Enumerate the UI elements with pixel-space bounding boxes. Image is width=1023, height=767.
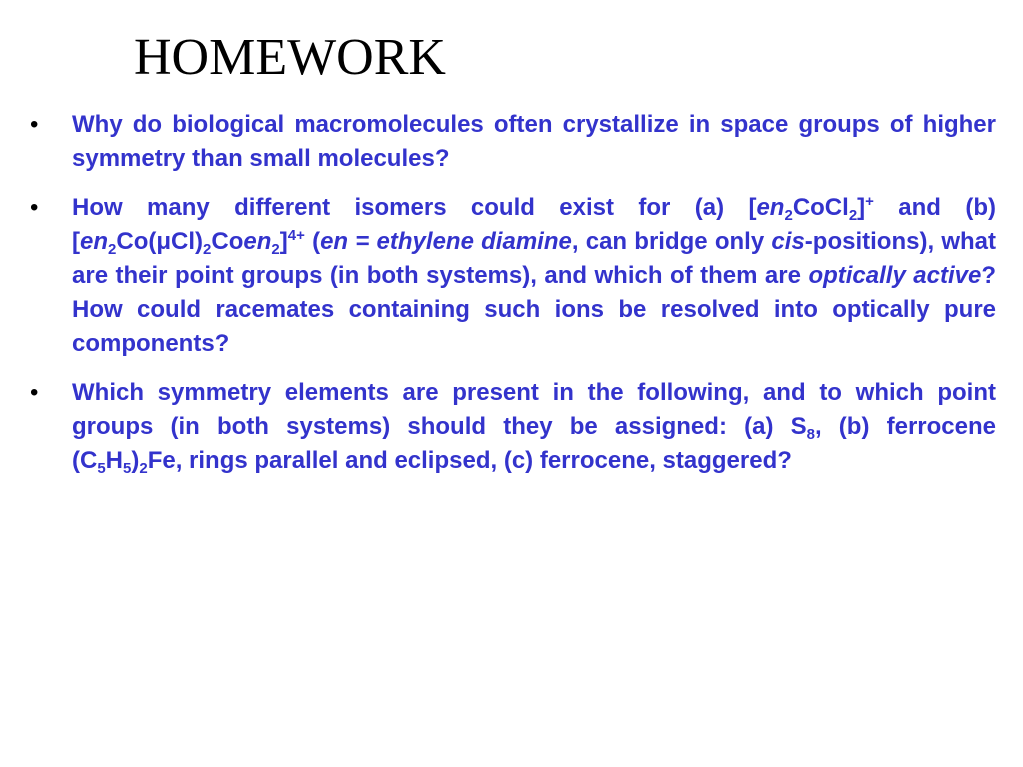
q3-text: Fe, rings parallel and eclipsed, (c) ferrocene, staggered? bbox=[147, 447, 792, 474]
q2-optically-active: optically active bbox=[808, 262, 982, 289]
q3-sub: 2 bbox=[139, 460, 148, 477]
q2-text: and (b) [ bbox=[72, 194, 996, 255]
q2-text: = bbox=[348, 228, 377, 255]
q2-sub: 2 bbox=[271, 241, 280, 258]
q2-text: , can bridge only bbox=[571, 228, 772, 255]
q2-text: ] bbox=[857, 194, 866, 221]
q2-text: -positions), what are their point groups (in both systems), and which of them are bbox=[72, 228, 997, 289]
q2-text: Cl) bbox=[171, 228, 204, 255]
q3-text: Which symmetry elements are present in the following, and to which point groups (in both systems) should they be assigned: (a) S bbox=[72, 379, 996, 440]
q2-sup: 4+ bbox=[287, 227, 305, 244]
page-title: HOMEWORK bbox=[134, 29, 446, 86]
q3-sub: 5 bbox=[97, 460, 106, 477]
list-item bbox=[30, 108, 996, 176]
question-1: Why do biological macromolecules often crystallize in space groups of higher symmetry than small molecules? bbox=[72, 111, 996, 172]
q2-text: ( bbox=[304, 228, 321, 255]
q2-sub: 2 bbox=[784, 207, 793, 224]
q2-ethylene: ethylene diamine bbox=[376, 228, 572, 255]
bullet-icon: • bbox=[30, 194, 39, 221]
list-item bbox=[30, 376, 996, 478]
q2-text: ] bbox=[279, 228, 288, 255]
q2-text: CoCl bbox=[792, 194, 849, 221]
q2-mu: μ bbox=[156, 228, 172, 255]
q2-sub: 2 bbox=[203, 241, 212, 258]
homework-list bbox=[30, 108, 996, 493]
q3-text: ) bbox=[131, 447, 140, 474]
list-item bbox=[30, 191, 996, 361]
question-3 bbox=[72, 376, 996, 478]
q2-sub: 2 bbox=[108, 241, 117, 258]
q2-en: en bbox=[80, 228, 109, 255]
q3-sub: 8 bbox=[806, 426, 815, 443]
q2-text: ? How could racemates containing such ions be resolved into optically pure components? bbox=[72, 262, 997, 357]
q2-sub: 2 bbox=[848, 207, 858, 224]
q2-text: How many different isomers could exist for (a) [ bbox=[72, 194, 757, 221]
bullet-icon: • bbox=[30, 111, 39, 138]
q2-cis: cis bbox=[771, 228, 805, 255]
q3-text: , (b) ferrocene (C bbox=[72, 413, 997, 474]
q2-en: en bbox=[243, 228, 272, 255]
q3-text: H bbox=[105, 447, 124, 474]
q2-en: en bbox=[756, 194, 785, 221]
q2-sup: + bbox=[865, 193, 874, 210]
q3-sub: 5 bbox=[123, 460, 132, 477]
q2-text: Co( bbox=[116, 228, 157, 255]
q2-en: en bbox=[320, 228, 349, 255]
question-2 bbox=[72, 191, 996, 361]
q2-text: Co bbox=[211, 228, 244, 255]
bullet-icon: • bbox=[30, 379, 39, 406]
